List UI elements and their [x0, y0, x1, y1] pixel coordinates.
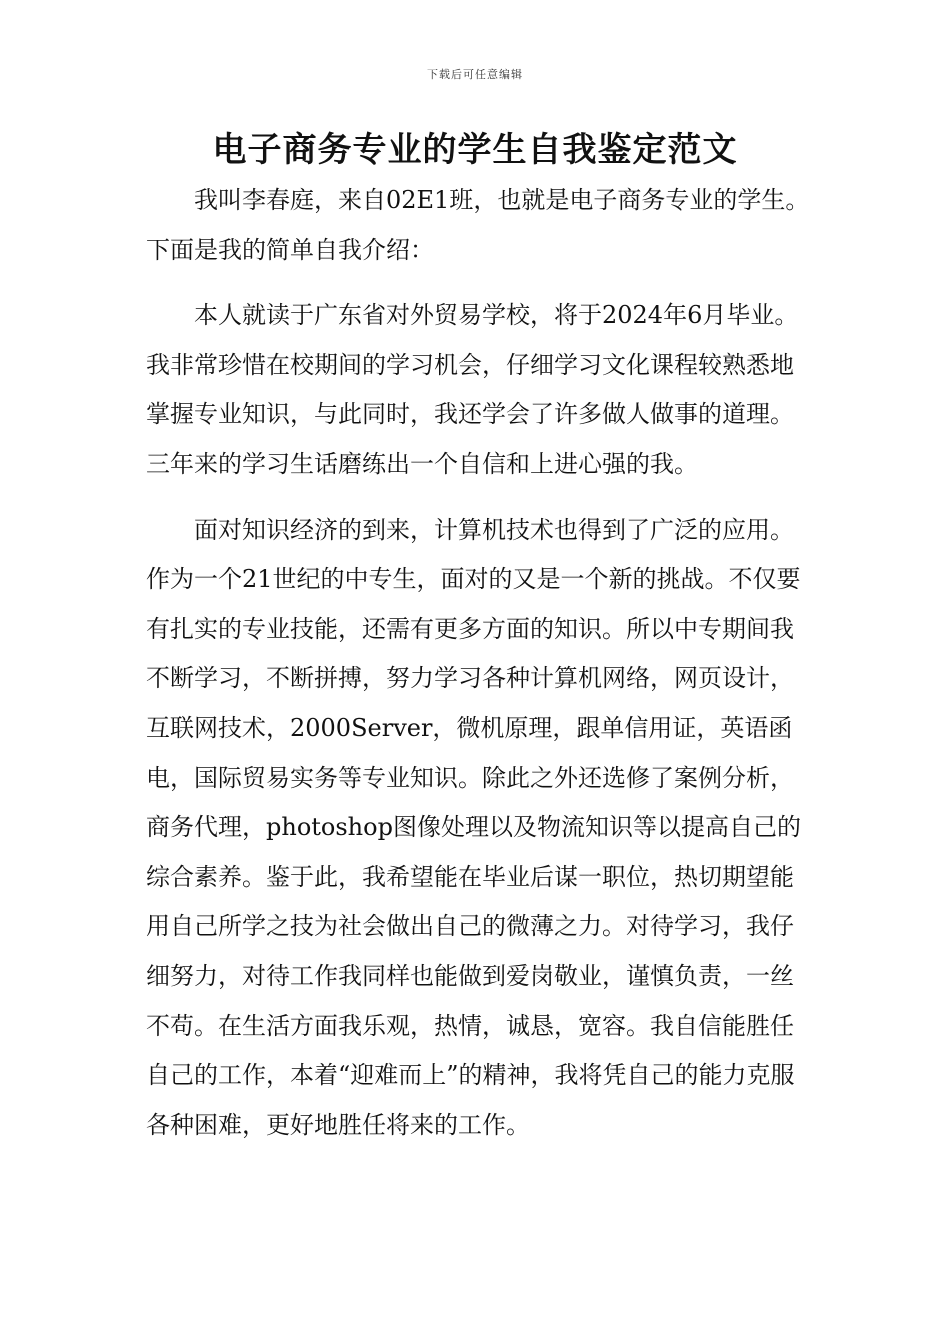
paragraph-spacer — [146, 275, 816, 291]
document-title: 电子商务专业的学生自我鉴定范文 — [212, 130, 738, 170]
document-body — [146, 176, 816, 1150]
paragraph-spacer — [146, 490, 816, 506]
header-note: 下载后可任意编辑 — [427, 68, 523, 81]
paragraph-education: 本人就读于广东省对外贸易学校，将于2024年6月毕业。我非常珍惜在校期间的学习机会，仔细学习文化课程较熟悉地掌握专业知识，与此同时，我还学会了许多做人做事的道理。三年来的学习生话磨练出一个自信和上进心强的我。 — [146, 301, 799, 478]
paragraph-intro: 我叫李春庭，来自02E1班，也就是电子商务专业的学生。下面是我的简单自我介绍： — [146, 186, 810, 264]
paragraph-skills-goals: 面对知识经济的到来，计算机技术也得到了广泛的应用。作为一个21世纪的中专生，面对的又是一个新的挑战。不仅要有扎实的专业技能，还需有更多方面的知识。所以中专期间我不断学习，不断拼搏，努力学习各种计算机网络，网页设计，互联网技术，2000Server，微机原理，跟单信用证，英语函电，国际贸易实务等专业知识。除此之外还选修了案例分析，商务代理，photoshop图像处理以及物流知识等以提高自己的综合素养。鉴于此，我希望能在毕业后谋一职位，热切期望能用自己所学之技为社会做出自己的微薄之力。对待学习，我仔细努力，对待工作我同样也能做到爱岗敬业，谨慎负责，一丝不苟。在生活方面我乐观，热情，诚恳，宽容。我自信能胜任自己的工作，本着“迎难而上”的精神，我将凭自己的能力克服各种困难，更好地胜任将来的工作。 — [146, 515, 801, 1139]
